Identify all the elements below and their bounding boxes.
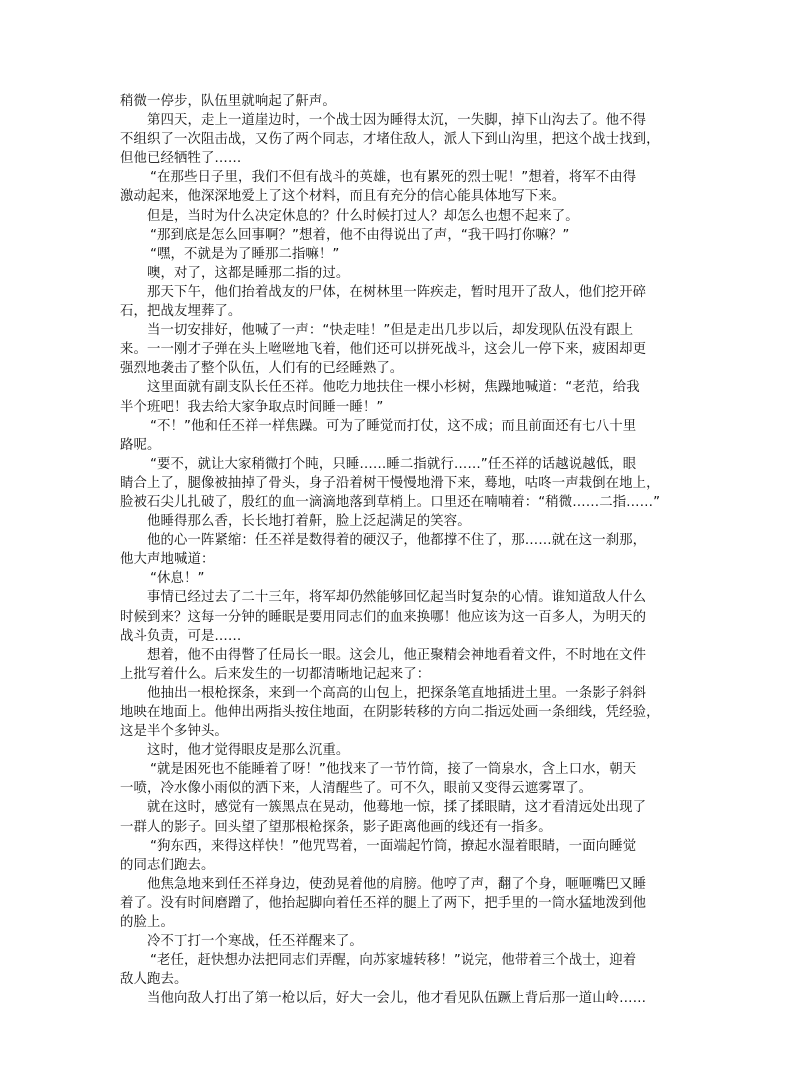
text-line: 他睡得那么香，长长地打着鼾，脸上泛起满足的笑容。 [147, 514, 471, 530]
text-line: 脸被石尖儿扎破了，殷红的血一滴滴地落到草梢上。口里还在喃喃着：“稍微……二指……” [120, 494, 661, 510]
text-line: 但他已经牺牲了…… [120, 151, 242, 167]
text-line: “不！”他和任丕祥一样焦躁。可为了睡觉而打仗，这不成；而且前面还有七八十里 [150, 418, 637, 434]
text-line: 他抽出一根枪探条，来到一个高高的山包上，把探条笔直地插进土里。一条影子斜斜 [147, 685, 647, 701]
text-line: “那到底是怎么回事啊？”想着，他不由得说出了声，“我干吗打你嘛？” [150, 227, 570, 243]
text-line: 着了。没有时间磨蹭了，他抬起脚向着任丕祥的腿上了两下，把手里的一筒水猛地泼到他 [120, 895, 647, 911]
text-line: 冷不丁打一个寒战，任丕祥醒来了。 [147, 934, 363, 950]
text-line: “在那些日子里，我们不但有战斗的英雄，也有累死的烈士呢！”想着，将军不由得 [150, 170, 637, 186]
text-line: 睛合上了，腿像被抽掉了骨头，身子沿着树干慢慢地滑下来，蓦地，咕咚一声栽倒在地上， [120, 475, 660, 491]
text-line: 地映在地面上。他伸出两指头按住地面，在阴影转移的方向二指远处画一条细线，凭经验， [120, 705, 660, 720]
text-line: 当一切安排好，他喊了一声：“快走哇！”但是走出几步以后，却发现队伍没有跟上 [147, 323, 634, 339]
text-line: 一群人的影子。回头望了望那根枪探条，影子距离他画的线还有一指多。 [120, 819, 552, 835]
text-line: 石，把战友埋葬了。 [120, 304, 242, 320]
text-line: 当他向敌人打出了第一枪以后，好大一会儿，他才看见队伍蹶上背后那一道山岭…… [147, 991, 647, 1007]
text-line: 噢，对了，这都是睡那二指的过。 [147, 265, 350, 281]
text-line: 稍微一停步，队伍里就响起了鼾声。 [120, 94, 336, 109]
text-line: “要不，就让大家稍微打个盹，只睡……睡二指就行……”任丕祥的话越说越低，眼 [150, 456, 637, 472]
text-line: 路呢。 [120, 437, 161, 453]
text-line: 时候到来？这每一分钟的睡眠是要用同志们的血来换哪！他应该为这一百多人，为明天的 [120, 609, 647, 625]
text-line: 战斗负责，可是…… [120, 628, 242, 644]
text-line: 他焦急地来到任丕祥身边，使劲晃着他的肩膀。他哼了声，翻了个身，咂咂嘴巴又睡 [147, 876, 647, 892]
text-line: 他的心一阵紧缩：任丕祥是数得着的硬汉子，他都撑不住了，那……就在这一刹那， [147, 533, 647, 549]
text-line: “就是困死也不能睡着了呀！”他找来了一节竹筒，接了一筒泉水，含上口水，朝天 [150, 762, 637, 778]
text-line: “狗东西，来得这样快！”他咒骂着，一面端起竹筒，撩起水湿着眼睛，一面向睡觉 [150, 838, 637, 854]
text-line: “老任，赶快想办法把同志们弄醒，向苏家墟转移！”说完，他带着三个战士，迎着 [150, 953, 637, 969]
text-line: 激动起来，他深深地爱上了这个材料，而且有充分的信心能具体地写下来。 [120, 189, 566, 205]
text-line: 的同志们跑去。 [120, 857, 215, 873]
text-line: 强烈地袭击了整个队伍，人们有的已经睡熟了。 [120, 361, 404, 377]
text-line: 半个班吧！我去给大家争取点时间睡一睡！” [120, 399, 384, 415]
text-line: 这是半个多钟头。 [120, 724, 228, 740]
text-line: 的脸上。 [120, 915, 174, 931]
document-body [120, 92, 668, 1009]
text-line: 想着，他不由得瞥了任局长一眼。这会儿，他正聚精会神地看着文件，不时地在文件 [147, 647, 647, 663]
text-line: 第四天，走上一道崖边时，一个战士因为睡得太沉，一失脚，掉下山沟去了。他不得 [147, 113, 647, 129]
text-line: 不组织了一次阻击战，又伤了两个同志，才堵住敌人，派人下到山沟里，把这个战士找到， [120, 132, 660, 148]
text-line: 这时，他才觉得眼皮是那么沉重。 [147, 743, 350, 759]
text-line: 那天下午，他们抬着战友的尸体，在树林里一阵疾走，暂时甩开了敌人，他们挖开碎 [147, 284, 647, 300]
text-line: 就在这时，感觉有一簇黑点在晃动，他蓦地一惊，揉了揉眼睛，这才看清远处出现了 [147, 800, 647, 816]
text-line: 他大声地喊道： [120, 552, 215, 568]
text-line: 事情已经过去了二十三年，将军却仍然能够回忆起当时复杂的心情。谁知道敌人什么 [147, 590, 647, 606]
text-line: 敌人跑去。 [120, 972, 188, 988]
text-line: 上批写着什么。后来发生的一切都清晰地记起来了： [120, 666, 431, 682]
text-line: “休息！” [150, 571, 205, 587]
text-line: 来。一一刚才子弹在头上咝咝地飞着，他们还可以拼死战斗，这会儿一停下来，疲困却更 [120, 342, 647, 358]
text-line: 这里面就有副支队长任丕祥。他吃力地扶住一棵小杉树，焦躁地喊道：“老范，给我 [147, 380, 640, 396]
text-line: “嘿，不就是为了睡那二指嘛！” [150, 246, 340, 262]
text-line: 一喷，冷水像小雨似的洒下来，人清醒些了。可不久，眼前又变得云遮雾罩了。 [120, 781, 593, 797]
text-line: 但是，当时为什么决定休息的？什么时候打过人？却怎么也想不起来了。 [147, 208, 579, 224]
